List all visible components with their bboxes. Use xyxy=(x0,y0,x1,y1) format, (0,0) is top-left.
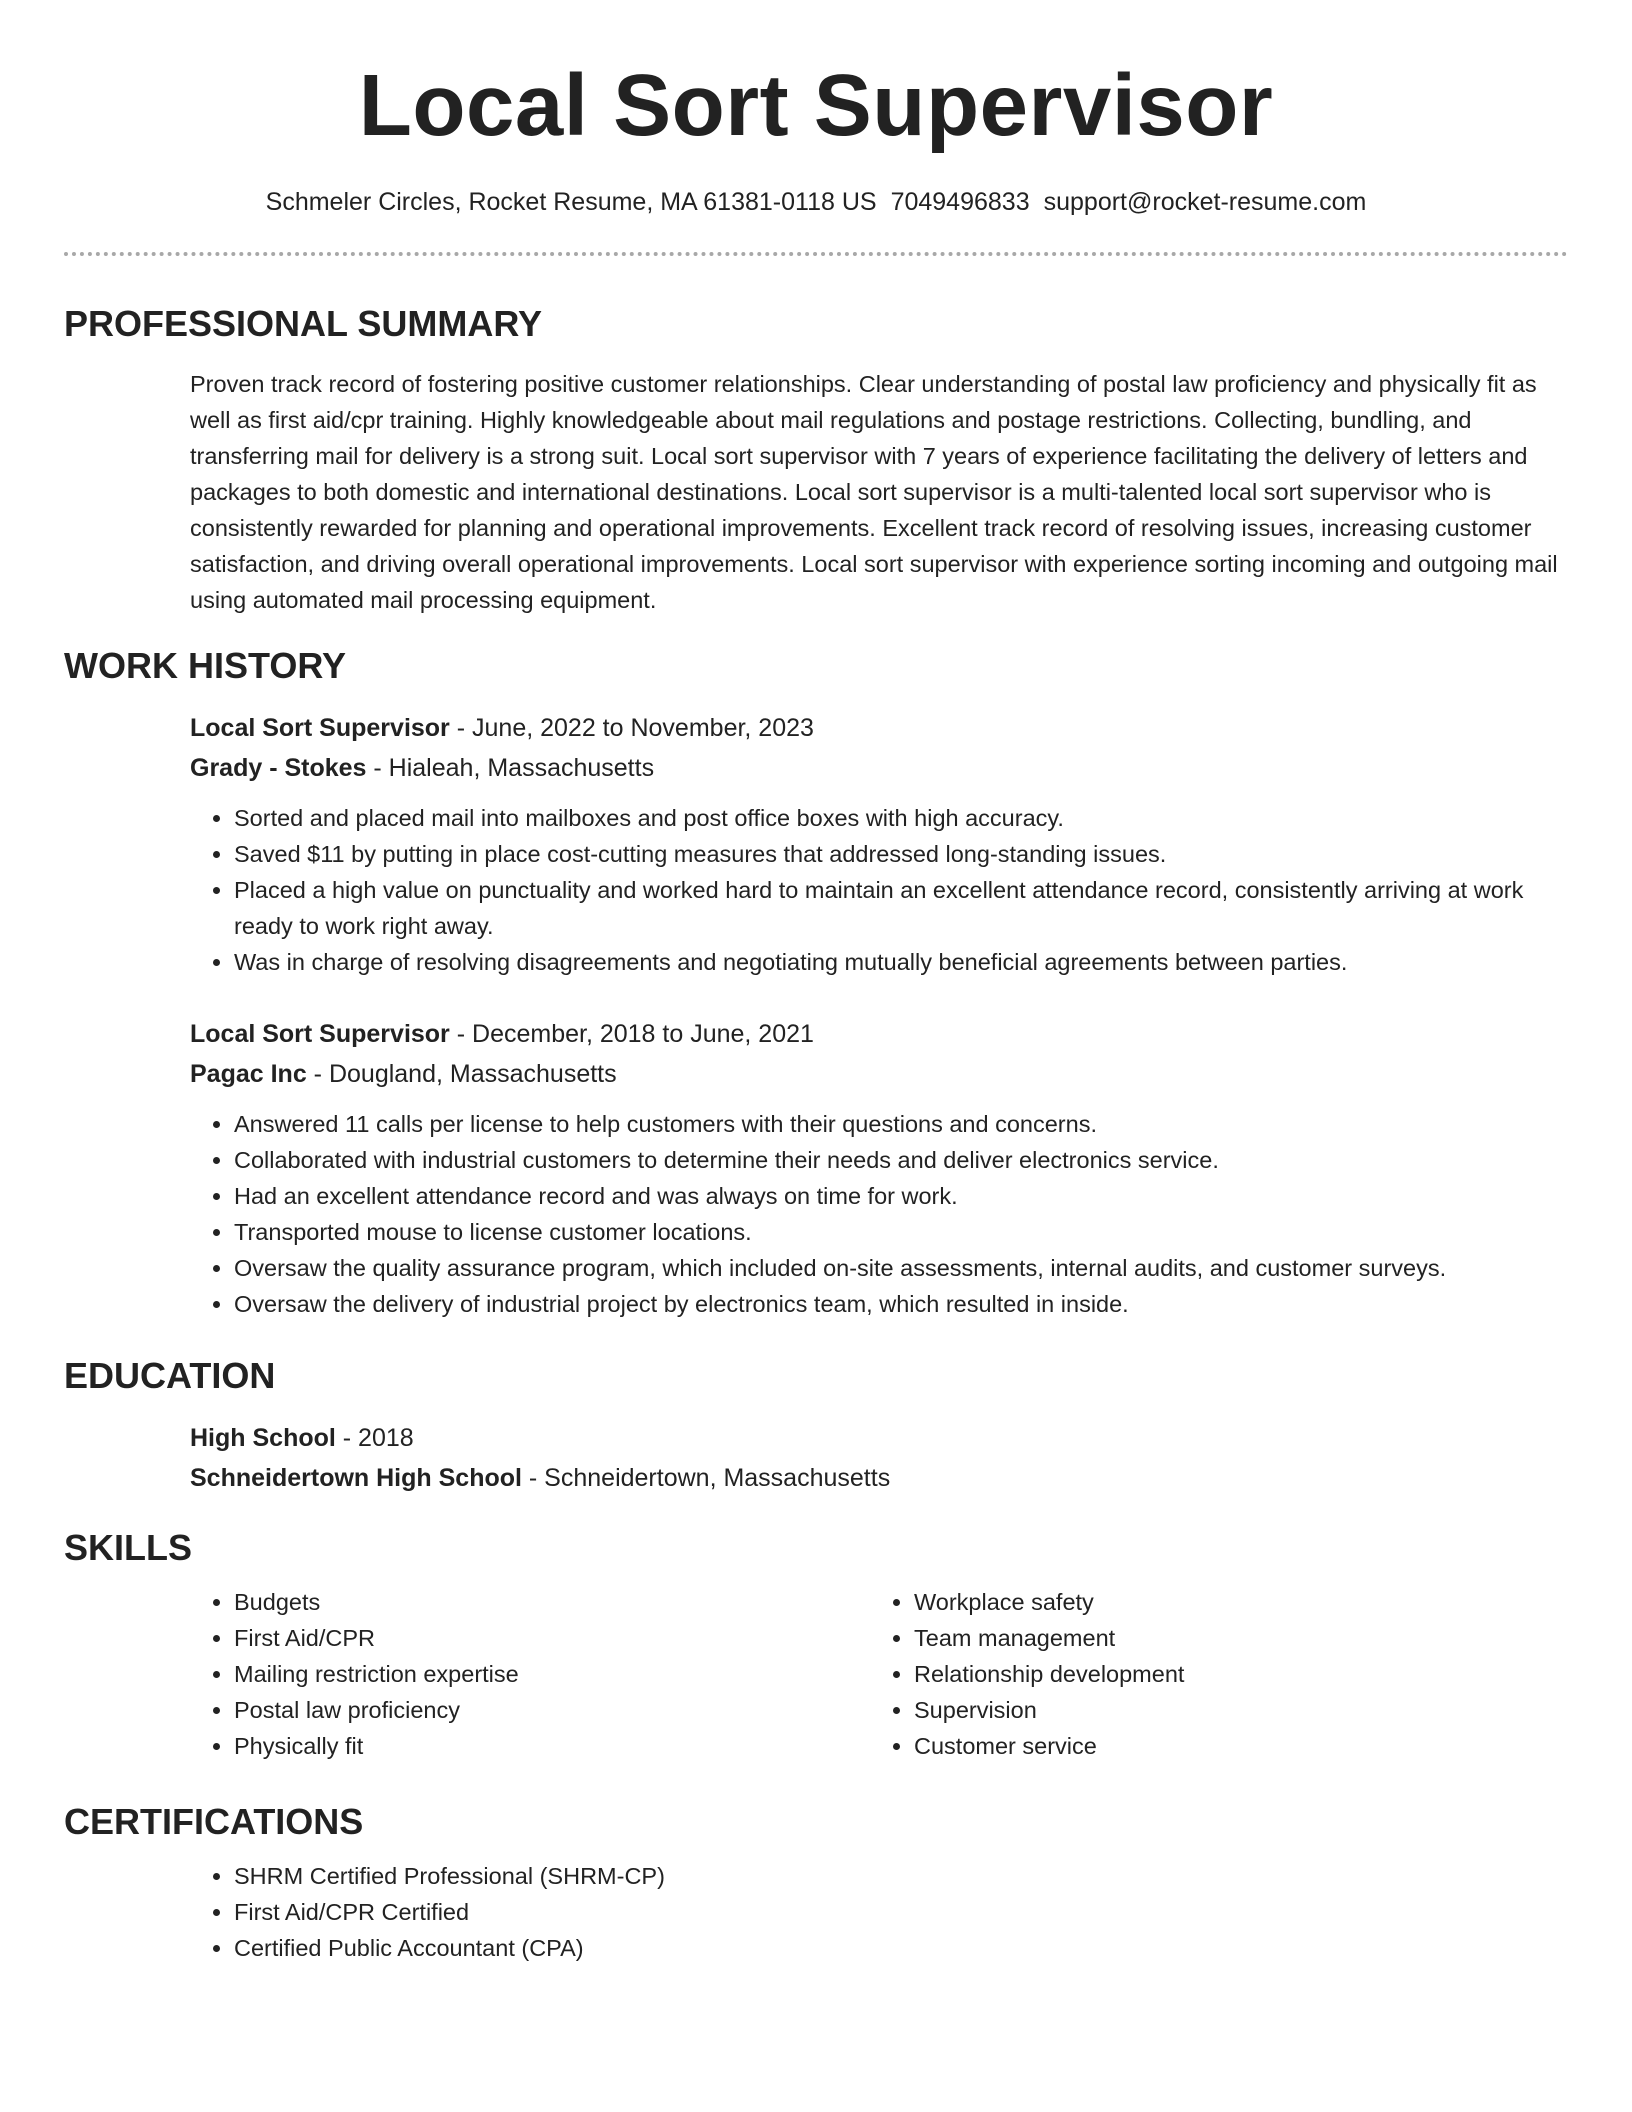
skills-grid xyxy=(190,1584,1568,1764)
job-company: Pagac Inc xyxy=(190,1060,307,1088)
job-dates: - December, 2018 to June, 2021 xyxy=(449,1020,814,1048)
work-history-heading: WORK HISTORY xyxy=(64,645,347,686)
contact-email: support@rocket-resume.com xyxy=(1043,188,1367,216)
certification-item: • SHRM Certified Professional (SHRM-CP) xyxy=(234,1858,1568,1894)
job-bullets xyxy=(190,1106,1568,1322)
contact-address: Schmeler Circles, Rocket Resume, MA 61381-0118 US xyxy=(265,188,877,216)
skill-item: • Physically fit xyxy=(234,1728,870,1764)
job-bullet: • Oversaw the quality assurance program, which included on-site assessments, internal audits, and customer surveys. xyxy=(234,1250,1568,1286)
education-school-line xyxy=(190,1458,1568,1498)
job-bullet: • Had an excellent attendance record and was always on time for work. xyxy=(234,1178,1568,1214)
job-bullet: • Collaborated with industrial customers to determine their needs and deliver electronics service. xyxy=(234,1142,1568,1178)
job-bullet: • Was in charge of resolving disagreements and negotiating mutually beneficial agreements between parties. xyxy=(234,944,1568,980)
job-company: Grady - Stokes xyxy=(190,754,367,782)
certification-item: • Certified Public Accountant (CPA) xyxy=(234,1930,1568,1966)
education-location: - Schneidertown, Massachusetts xyxy=(521,1464,891,1492)
education-heading: EDUCATION xyxy=(64,1355,276,1396)
job-bullet: • Placed a high value on punctuality and worked hard to maintain an excellent attendance record, consistently arriving at work ready to work right away. xyxy=(234,872,1568,944)
education-entry xyxy=(190,1418,1568,1498)
job-bullet: • Transported mouse to license customer locations. xyxy=(234,1214,1568,1250)
skill-item: • Postal law proficiency xyxy=(234,1692,870,1728)
certifications-list-wrap xyxy=(190,1858,1568,1966)
education-year: - 2018 xyxy=(335,1424,414,1452)
summary-text: Proven track record of fostering positive customer relationships. Clear understanding of postal law proficiency and physically fit as well as first aid/cpr training. Highly knowledgeable about mail regulations and postage restrictions. Collecting, bundling, and transferring mail for delivery is a strong suit. Local sort supervisor with 7 years of experience facilitating the delivery of letters and packages to both domestic and international destinations. Local sort supervisor is a multi-talented local sort supervisor who is consistently rewarded for planning and operational improvements. Excellent track record of resolving issues, increasing customer satisfaction, and driving overall operational improvements. Local sort supervisor with experience sorting incoming and outgoing mail using automated mail processing equipment. xyxy=(190,371,1558,613)
skill-item: • Team management xyxy=(914,1620,1550,1656)
education-degree-line xyxy=(190,1418,1568,1458)
job-company-line xyxy=(190,1054,1568,1094)
summary-heading: PROFESSIONAL SUMMARY xyxy=(64,303,543,344)
job-bullet: • Oversaw the delivery of industrial project by electronics team, which resulted in inside. xyxy=(234,1286,1568,1322)
job-location: - Dougland, Massachusetts xyxy=(306,1060,617,1088)
skill-item: • Budgets xyxy=(234,1584,870,1620)
education-degree: High School xyxy=(190,1424,336,1452)
job-role: Local Sort Supervisor xyxy=(190,714,450,742)
skill-item: • Supervision xyxy=(914,1692,1550,1728)
job-entry xyxy=(190,708,1568,980)
job-bullets xyxy=(190,800,1568,980)
skills-column-right xyxy=(870,1584,1550,1764)
certifications-list xyxy=(190,1858,1568,1966)
skill-item: • First Aid/CPR xyxy=(234,1620,870,1656)
certification-item: • First Aid/CPR Certified xyxy=(234,1894,1568,1930)
skill-item: • Relationship development xyxy=(914,1656,1550,1692)
resume-name: Local Sort Supervisor xyxy=(358,57,1274,154)
job-location: - Hialeah, Massachusetts xyxy=(366,754,655,782)
job-company-line xyxy=(190,748,1568,788)
resume-page xyxy=(64,0,1568,1966)
job-bullet: • Answered 11 calls per license to help customers with their questions and concerns. xyxy=(234,1106,1568,1142)
skills-heading: SKILLS xyxy=(64,1527,193,1568)
job-entry xyxy=(190,1014,1568,1322)
job-bullet: • Saved $11 by putting in place cost-cutting measures that addressed long-standing issues. xyxy=(234,836,1568,872)
job-title-line xyxy=(190,708,1568,748)
job-bullet: • Sorted and placed mail into mailboxes and post office boxes with high accuracy. xyxy=(234,800,1568,836)
skill-item: • Mailing restriction expertise xyxy=(234,1656,870,1692)
certifications-heading: CERTIFICATIONS xyxy=(64,1801,364,1842)
skill-item: • Customer service xyxy=(914,1728,1550,1764)
skills-column-left xyxy=(190,1584,870,1764)
skill-item: • Workplace safety xyxy=(914,1584,1550,1620)
job-title-line xyxy=(190,1014,1568,1054)
header-divider xyxy=(64,252,1568,256)
job-dates: - June, 2022 to November, 2023 xyxy=(449,714,814,742)
job-role: Local Sort Supervisor xyxy=(190,1020,450,1048)
contact-phone: 7049496833 xyxy=(890,188,1030,216)
contact-line xyxy=(64,186,1568,218)
education-school: Schneidertown High School xyxy=(190,1464,522,1492)
